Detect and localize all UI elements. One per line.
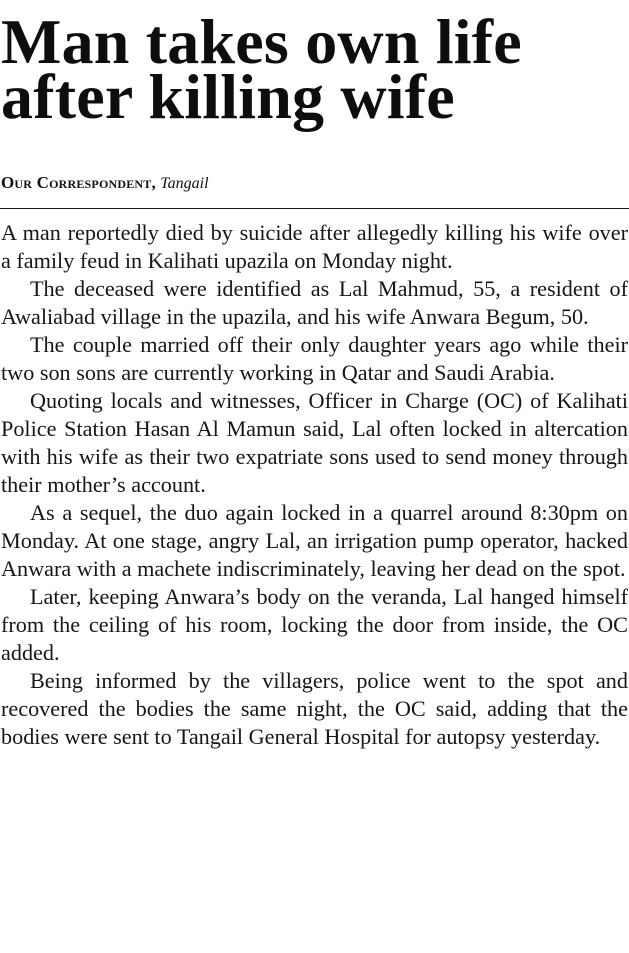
article-body: [1, 219, 628, 751]
headline: [0, 6, 629, 132]
headline-line-2: after killing wife: [1, 61, 455, 132]
byline: [1, 173, 209, 194]
paragraph: Later, keeping Anwara’s body on the veranda, Lal hanged himself from the ceiling of his room, locking the door from inside, the OC added.: [1, 584, 628, 665]
paragraph: Quoting locals and witnesses, Officer in Charge (OC) of Kalihati Police Station Hasan Al Mamun said, Lal often locked in altercation with his wife as their two expatriate sons used to send money through their mother’s account.: [1, 388, 628, 497]
paragraph: The deceased were identified as Lal Mahmud, 55, a resident of Awaliabad village in the upazila, and his wife Anwara Begum, 50.: [1, 276, 628, 329]
byline-author: Our Correspondent,: [1, 173, 156, 192]
paragraph: The couple married off their only daughter years ago while their two son sons are currently working in Qatar and Saudi Arabia.: [1, 332, 628, 385]
paragraph: A man reportedly died by suicide after allegedly killing his wife over a family feud in Kalihati upazila on Monday night.: [1, 220, 628, 273]
paragraph: As a sequel, the duo again locked in a quarrel around 8:30pm on Monday. At one stage, angry Lal, an irrigation pump operator, hacked Anwara with a machete indiscriminately, leaving her dead on the spot.: [1, 500, 628, 581]
paragraph: Being informed by the villagers, police went to the spot and recovered the bodies the same night, the OC said, adding that the bodies were sent to Tangail General Hospital for autopsy yesterday.: [1, 668, 628, 749]
headline-line-1: Man takes own life: [1, 6, 522, 77]
headline-divider: [0, 208, 629, 209]
byline-location: Tangail: [160, 175, 209, 192]
